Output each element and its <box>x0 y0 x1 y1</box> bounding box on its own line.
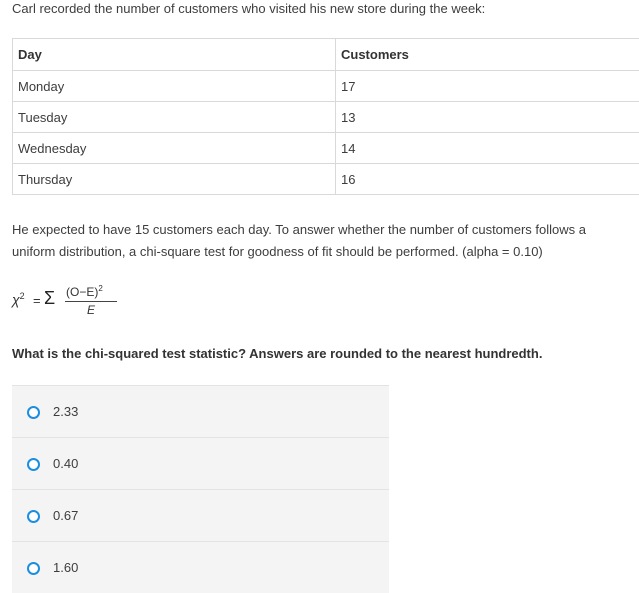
cell-customers: 16 <box>336 164 639 195</box>
cell-day: Thursday <box>13 164 336 195</box>
cell-day: Wednesday <box>13 133 336 164</box>
formula-numerator <box>66 284 103 299</box>
table-row <box>13 164 639 195</box>
cell-day: Monday <box>13 71 336 102</box>
table-header-row <box>13 39 639 71</box>
table-row <box>13 71 639 102</box>
sigma-icon: Σ <box>44 288 55 309</box>
header-customers: Customers <box>336 39 639 71</box>
header-day: Day <box>13 39 336 71</box>
table-row <box>13 102 639 133</box>
chi-square-formula <box>12 283 122 319</box>
formula-lhs-exponent: 2 <box>20 291 25 301</box>
fraction-bar <box>65 301 117 302</box>
customer-table <box>12 38 639 195</box>
cell-customers: 14 <box>336 133 639 164</box>
answer-choices <box>12 385 389 593</box>
cell-customers: 13 <box>336 102 639 133</box>
cell-day: Tuesday <box>13 102 336 133</box>
formula-chi: χ <box>12 292 20 308</box>
table-row <box>13 133 639 164</box>
formula-numerator-text: (O−E) <box>66 285 98 299</box>
radio-button[interactable] <box>27 562 40 575</box>
cell-customers: 17 <box>336 71 639 102</box>
formula-lhs <box>12 291 25 308</box>
intro-text: Carl recorded the number of customers who visited his new store during the week: <box>12 1 485 16</box>
question-text: What is the chi-squared test statistic? Answers are rounded to the nearest hundredth. <box>12 346 542 361</box>
answer-choice[interactable] <box>12 437 389 489</box>
formula-equals: = <box>33 293 41 308</box>
formula-denominator: E <box>87 303 95 317</box>
answer-label: 0.67 <box>53 508 78 523</box>
answer-label: 0.40 <box>53 456 78 471</box>
formula-numerator-exponent: 2 <box>98 284 102 293</box>
answer-label: 2.33 <box>53 404 78 419</box>
answer-choice[interactable] <box>12 541 389 593</box>
radio-button[interactable] <box>27 458 40 471</box>
radio-button[interactable] <box>27 406 40 419</box>
answer-choice[interactable] <box>12 489 389 541</box>
radio-button[interactable] <box>27 510 40 523</box>
answer-choice[interactable] <box>12 385 389 437</box>
problem-paragraph: He expected to have 15 customers each day. To answer whether the number of customers follows a uniform distribution, a chi-square test for goodness of fit should be performed. (alpha = 0.10) <box>12 219 632 263</box>
answer-label: 1.60 <box>53 560 78 575</box>
